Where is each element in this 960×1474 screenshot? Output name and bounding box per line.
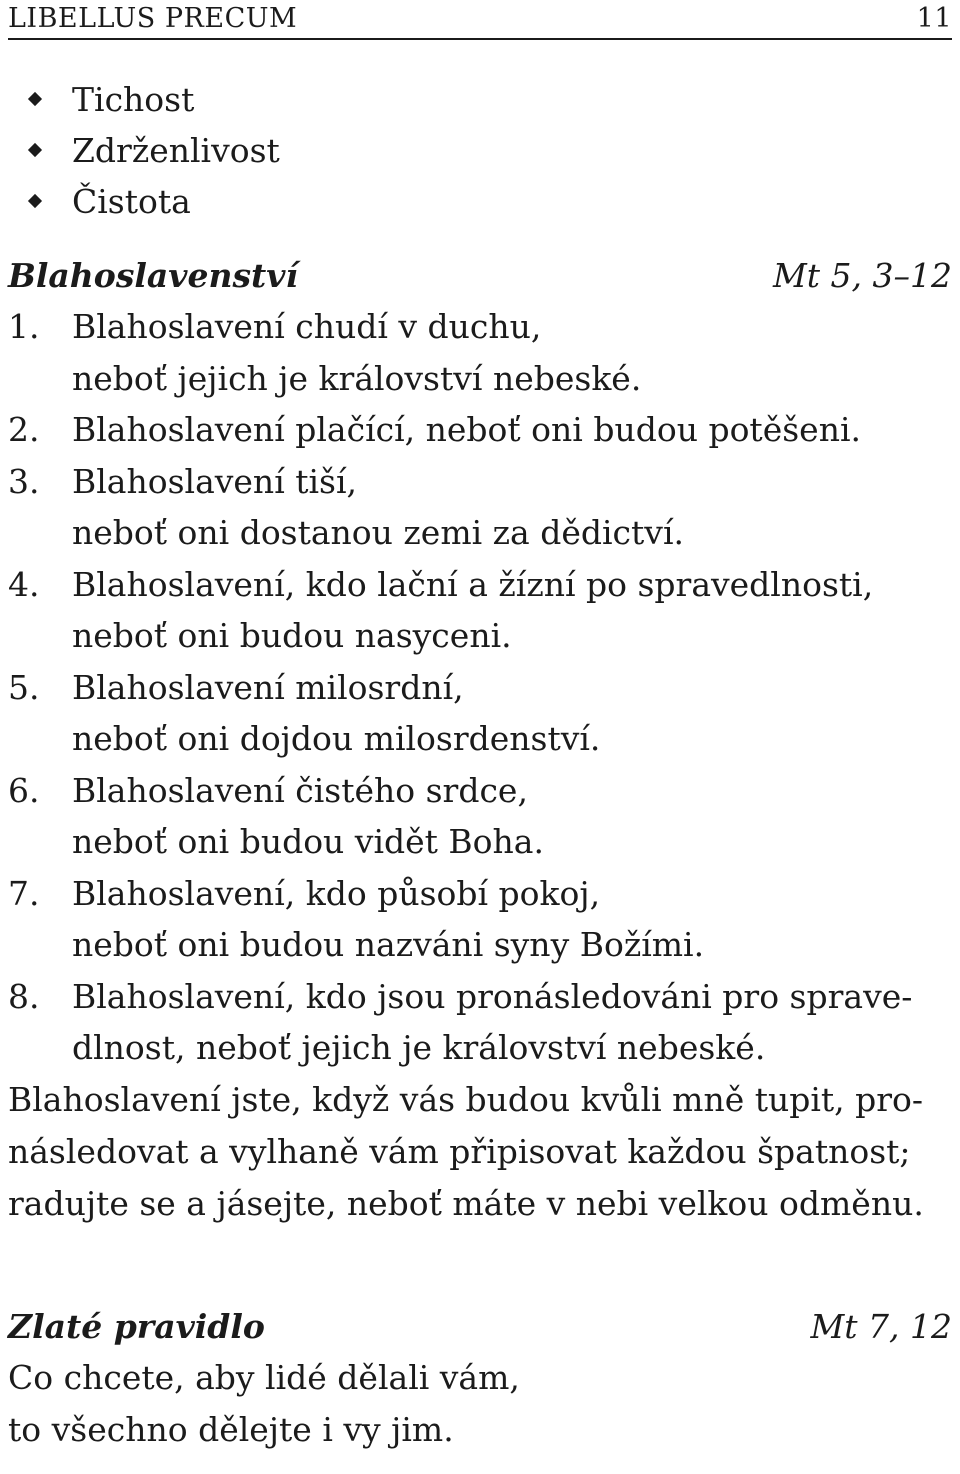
item-number: 8. — [8, 976, 40, 1016]
diamond-bullet-icon — [28, 92, 42, 106]
golden-rule-heading — [8, 1302, 952, 1352]
item-line: neboť jejich je království nebeské. — [72, 358, 642, 398]
running-header-title: LIBELLUS PRECUM — [8, 3, 298, 34]
item-number: 4. — [8, 564, 40, 604]
list-item — [8, 301, 952, 404]
item-line: Blahoslavení čistého srdce, — [72, 770, 528, 810]
item-number: 6. — [8, 770, 40, 810]
list-item — [8, 662, 952, 765]
item-line: Blahoslavení, kdo lační a žízní po spravedlnosti, — [72, 564, 874, 604]
list-item — [8, 456, 952, 559]
beatitudes-list — [8, 301, 952, 1074]
list-item — [8, 404, 952, 456]
item-number: 7. — [8, 873, 40, 913]
section-title: Zlaté pravidlo — [8, 1306, 265, 1346]
item-number: 5. — [8, 667, 40, 707]
page-number: 11 — [916, 3, 952, 34]
paragraph-line: Co chcete, aby lidé dělali vám, — [8, 1357, 520, 1397]
page-content — [8, 74, 952, 1456]
item-line: Blahoslavení tiší, — [72, 461, 358, 501]
paragraph-line: následovat a vylhaně vám připisovat každou špatnost; — [8, 1131, 911, 1171]
list-item: Čistota — [8, 176, 952, 227]
diamond-bullet-icon — [28, 143, 42, 157]
beatitudes-heading — [8, 251, 952, 301]
item-number: 3. — [8, 461, 40, 501]
list-item: Zdrženlivost — [8, 125, 952, 176]
beatitudes-closing-paragraph — [8, 1074, 952, 1230]
list-item — [8, 868, 952, 971]
scripture-reference: Mt 5, 3–12 — [772, 256, 952, 295]
item-line: neboť oni budou nasyceni. — [72, 616, 512, 655]
item-line: Blahoslavení, kdo působí pokoj, — [72, 873, 601, 913]
list-item — [8, 765, 952, 868]
scripture-reference: Mt 7, 12 — [810, 1306, 952, 1346]
item-line: neboť oni dostanou zemi za dědictví. — [72, 513, 684, 552]
golden-rule-text — [8, 1352, 952, 1456]
item-line: Blahoslavení milosrdní, — [72, 667, 464, 707]
item-number: 1. — [8, 307, 40, 346]
item-line: dlnost, neboť jejich je království nebeské. — [72, 1028, 766, 1067]
running-header — [8, 0, 952, 40]
list-item: Tichost — [8, 74, 952, 125]
paragraph-line: to všechno dělejte i vy jim. — [8, 1409, 454, 1449]
list-item — [8, 971, 952, 1074]
item-line: Blahoslavení plačící, neboť oni budou potěšeni. — [72, 410, 861, 449]
item-line: neboť oni dojdou milosrdenství. — [72, 719, 601, 758]
item-line: Blahoslavení, kdo jsou pronásledováni pro sprave- — [72, 976, 913, 1016]
paragraph-line: radujte se a jásejte, neboť máte v nebi velkou odměnu. — [8, 1183, 924, 1223]
paragraph-line: Blahoslavení jste, když vás budou kvůli mně tupit, pro- — [8, 1079, 924, 1119]
list-item — [8, 559, 952, 662]
item-line: neboť oni budou vidět Boha. — [72, 822, 544, 861]
section-title: Blahoslavenství — [8, 256, 299, 295]
item-line: neboť oni budou nazváni syny Božími. — [72, 925, 705, 964]
item-number: 2. — [8, 410, 40, 449]
diamond-bullet-icon — [28, 194, 42, 208]
item-line: Blahoslavení chudí v duchu, — [72, 307, 542, 346]
virtues-list — [8, 74, 952, 227]
